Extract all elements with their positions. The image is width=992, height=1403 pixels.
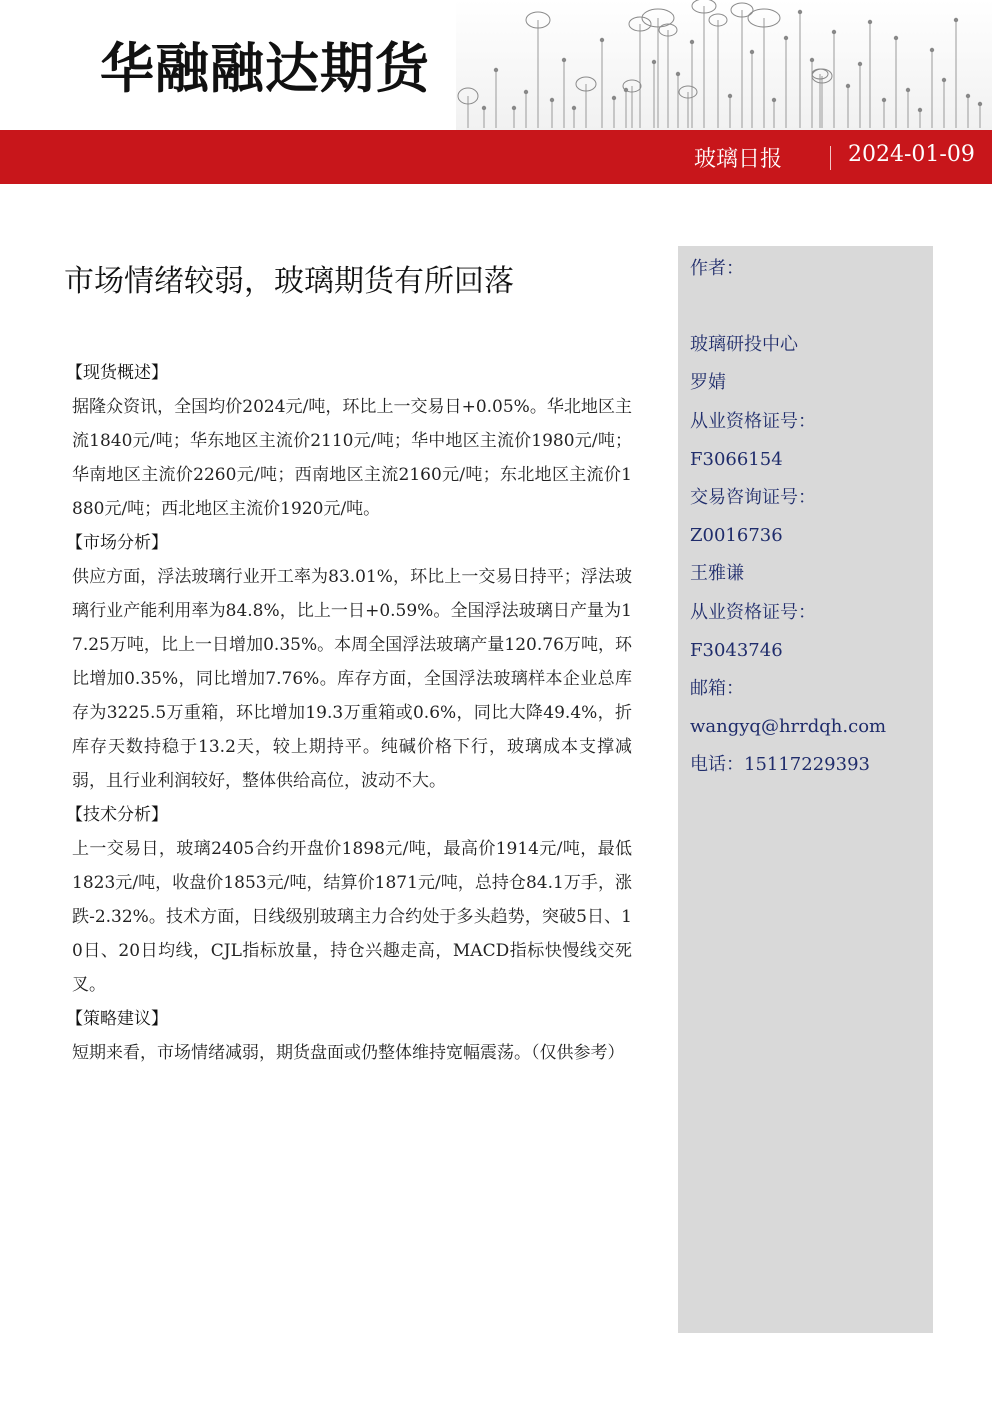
banner-dot — [894, 36, 898, 40]
email-label: 邮箱： — [690, 678, 744, 700]
banner-dot — [524, 90, 528, 94]
section-heading: 【市场分析】 — [66, 533, 168, 553]
qualification-number: F3043746 — [690, 639, 783, 661]
consulting-number: Z0016736 — [690, 525, 783, 547]
section-market-analysis — [66, 526, 632, 798]
author-info — [690, 250, 930, 785]
banner-dot — [612, 96, 616, 100]
banner-dot — [942, 78, 946, 82]
banner-dot — [906, 88, 910, 92]
consulting-label: 交易咨询证号： — [690, 487, 816, 509]
banner-dot — [978, 102, 982, 106]
banner-dot — [494, 68, 498, 72]
banner-dot — [572, 106, 576, 110]
report-type-label: 玻璃日报 — [694, 147, 783, 172]
banner-dot — [512, 106, 516, 110]
banner-dot — [918, 108, 922, 112]
banner-dot — [832, 30, 836, 34]
banner-dot — [868, 20, 872, 24]
banner-dot — [798, 10, 802, 14]
report-header — [0, 0, 992, 186]
section-heading: 【技术分析】 — [66, 805, 168, 825]
section-text: 据隆众资讯，全国均价2024元/吨，环比上一交易日+0.05%。华北地区主流1840元/吨；华东地区主流价2110元/吨；华中地区主流价1980元/吨；华南地区主流价2260元/吨；西南地区主流2160元/吨；东北地区主流价1880元/吨；西北地区主流价1920元/吨。 — [72, 397, 632, 519]
author-label: 作者： — [690, 258, 744, 279]
analyst-name: 王雅谦 — [690, 563, 744, 585]
section-text: 上一交易日，玻璃2405合约开盘价1898元/吨，最高价1914元/吨，最低1823元/吨，收盘价1853元/吨，结算价1871元/吨，总持仓84.1万手，涨跌-2.32%。技术方面，日线级别玻璃主力合约处于多头趋势，突破5日、10日、20日均线，CJL指标放量，持仓兴趣走高，MACD指标快慢线交死叉。 — [72, 839, 632, 995]
banner-dot — [600, 38, 604, 42]
banner-dot — [954, 18, 958, 22]
author-sidebar — [678, 246, 933, 1333]
email-address[interactable]: wangyq@hrrdqh.com — [690, 716, 887, 738]
banner-dot — [966, 94, 970, 98]
banner-dot — [930, 48, 934, 52]
phone-number[interactable]: 电话：15117229393 — [690, 754, 870, 776]
article-body — [66, 356, 632, 1070]
banner-dot — [882, 98, 886, 102]
qualification-label: 从业资格证号： — [690, 410, 816, 432]
banner-dot — [846, 84, 850, 88]
section-spot-overview — [66, 356, 632, 526]
spacer — [690, 288, 930, 326]
banner-dot — [624, 88, 628, 92]
article-title: 市场情绪较弱，玻璃期货有所回落 — [64, 264, 514, 299]
section-strategy — [66, 1002, 632, 1070]
banner-dot — [652, 60, 656, 64]
qualification-label: 从业资格证号： — [690, 601, 816, 623]
report-date: 2024-01-09 — [848, 142, 975, 167]
section-heading: 【现货概述】 — [66, 363, 168, 383]
banner-dot — [750, 50, 754, 54]
banner-dot — [772, 98, 776, 102]
banner-dot — [784, 36, 788, 40]
brand-logo-text: 华融融达期货 — [100, 37, 430, 100]
banner-dot — [810, 58, 814, 62]
banner-dot — [690, 40, 694, 44]
banner-dot — [550, 98, 554, 102]
decorative-banner-graphic — [456, 0, 992, 130]
banner-dot — [728, 94, 732, 98]
section-heading: 【策略建议】 — [66, 1009, 168, 1029]
qualification-number: F3066154 — [690, 448, 783, 470]
section-text: 供应方面，浮法玻璃行业开工率为83.01%，环比上一交易日持平；浮法玻璃行业产能利用率为84.8%，比上一日+0.59%。全国浮法玻璃日产量为17.25万吨，比上一日增加0.35%。本周全国浮法玻璃产量120.76万吨，环比增加0.35%，同比增加7.76%。库存方面，全国浮法玻璃样本企业总库存为3225.5万重箱，环比增加19.3万重箱或0.6%，同比大降49.4%，折库存天数持稳于13.2天，较上期持平。纯碱价格下行，玻璃成本支撑减弱，且行业利润较好，整体供给高位，波动不大。 — [72, 567, 632, 791]
header-divider — [830, 146, 831, 170]
banner-dot — [858, 62, 862, 66]
department-name: 玻璃研投中心 — [690, 334, 798, 356]
header-red-band — [0, 130, 992, 184]
section-text: 短期来看，市场情绪减弱，期货盘面或仍整体维持宽幅震荡。（仅供参考） — [72, 1043, 625, 1063]
banner-dot — [562, 58, 566, 62]
analyst-name: 罗婧 — [690, 372, 726, 394]
banner-dot — [676, 72, 680, 76]
section-technical-analysis — [66, 798, 632, 1002]
banner-dot — [482, 106, 486, 110]
